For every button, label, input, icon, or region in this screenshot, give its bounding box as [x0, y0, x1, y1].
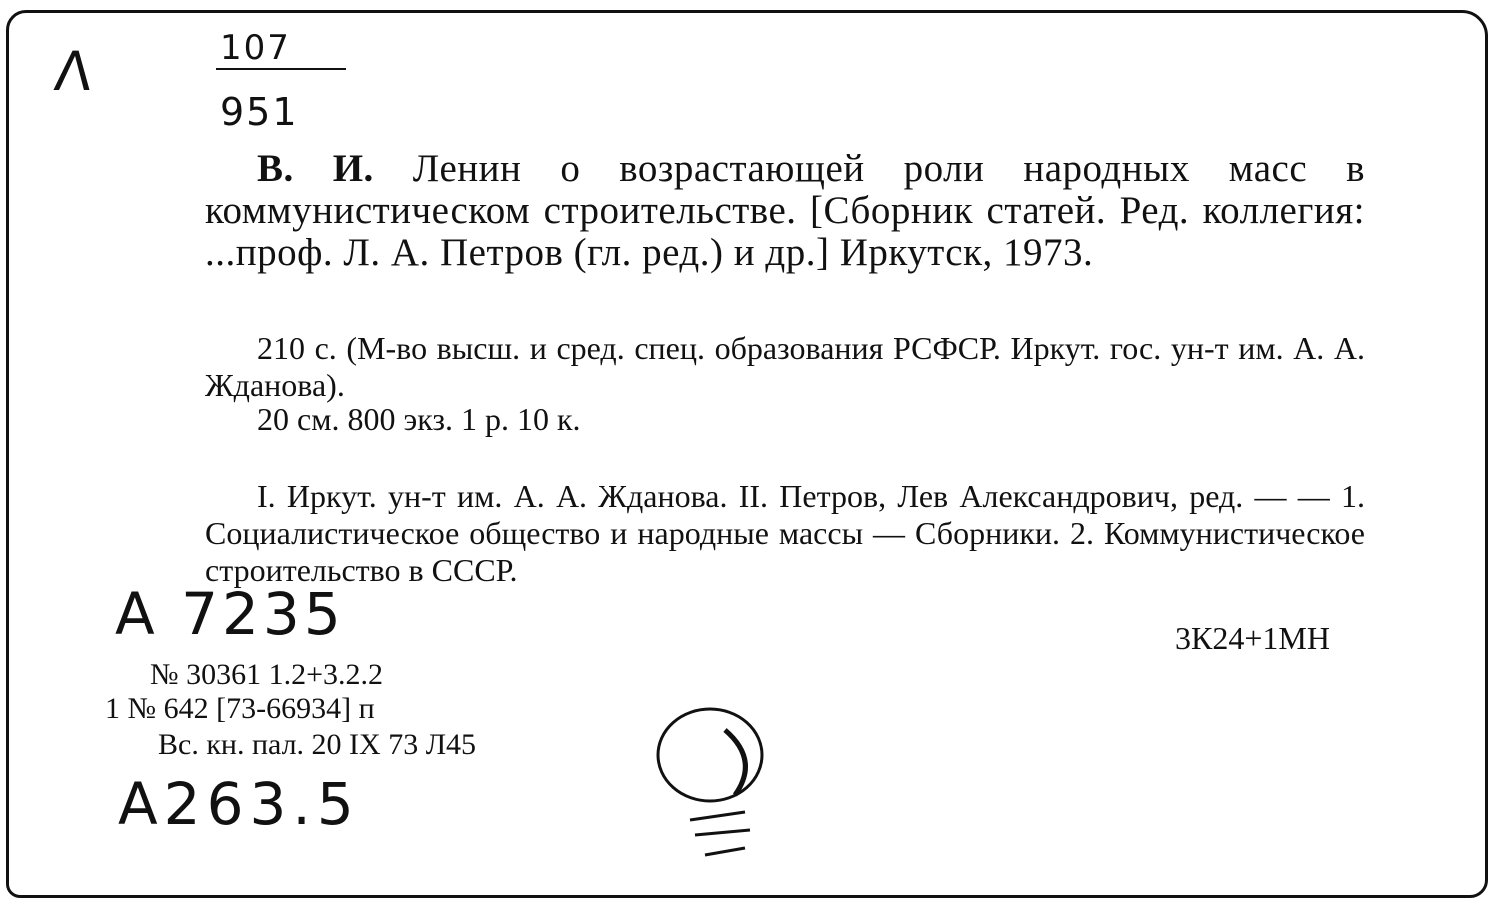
card-number-line: № 30361 1.2+3.2.2: [150, 658, 384, 691]
record-size-price: 20 см. 800 экз. 1 р. 10 к.: [257, 401, 581, 437]
shelf-mark-numerator: 107: [220, 28, 291, 68]
record-title-text: Ленин о возрастающей роли народных масс в коммунистическом строительстве. [Сборник статей. Ред. коллегия: ...проф. Л. А. Петров (гл. ред.) и др.] Иркутск, 1973.: [205, 147, 1365, 274]
card-order-line: 1 № 642 [73-66934] п: [105, 692, 375, 725]
shelf-mark-prefix: Λ: [51, 40, 98, 103]
record-author: В. И.: [257, 147, 374, 190]
shelf-mark-divider: [216, 68, 346, 70]
shelf-mark-denominator: 951: [220, 90, 299, 134]
accession-number-1: А 7235: [115, 580, 345, 648]
record-title: [205, 148, 1365, 274]
classification-code: 3К24+1МН: [1175, 620, 1330, 656]
book-chamber-line: Вс. кн. пал. 20 IX 73 Л45: [158, 728, 477, 761]
punch-hole-mark: [650, 700, 790, 870]
record-physical-description: 210 с. (М-во высш. и сред. спец. образования РСФСР. Иркут. гос. ун-т им. А. А. Жданова).: [205, 330, 1365, 403]
record-tracings: I. Иркут. ун-т им. А. А. Жданова. II. Петров, Лев Александрович, ред. — — 1. Социалистическое общество и народные массы — Сборники. 2. Коммунистическое строительство в СССР.: [205, 478, 1365, 588]
accession-number-2: А263.5: [118, 770, 360, 838]
